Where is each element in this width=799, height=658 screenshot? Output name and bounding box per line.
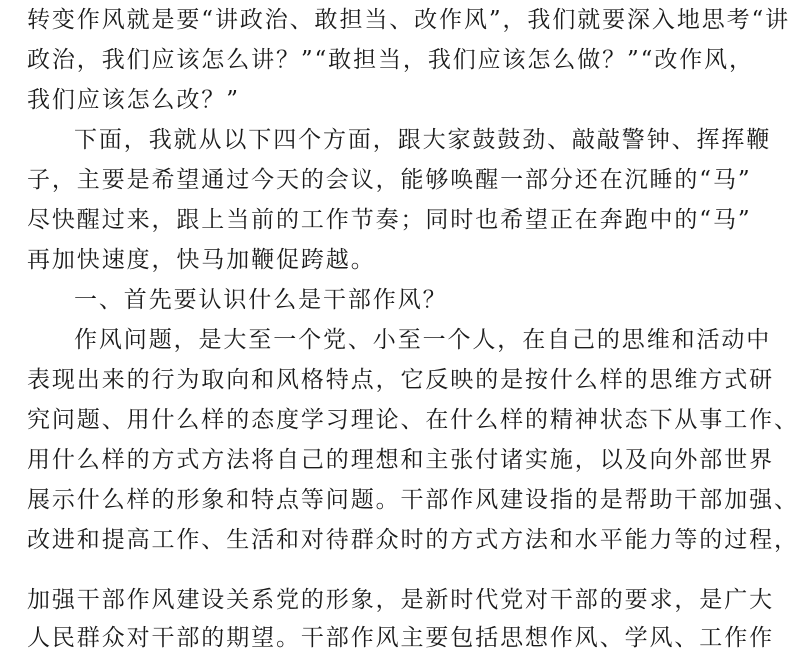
text-line-3: 我们应该怎么改？” <box>27 87 240 113</box>
text-line-14: 改进和提高工作、生活和对待群众时的方式方法和水平能力等的过程， <box>27 527 799 553</box>
text-line-16: 人民群众对干部的期望。干部作风主要包括思想作风、学风、工作作 <box>27 625 774 651</box>
text-line-12: 用什么样的方式方法将自己的理想和主张付诸实施，以及向外部世界 <box>27 447 774 473</box>
text-line-2: 政治，我们应该怎么讲？”“敢担当，我们应该怎么做？”“改作风， <box>27 47 754 73</box>
text-line-7: 再加快速度，快马加鞭促跨越。 <box>27 247 376 273</box>
text-line-10: 表现出来的行为取向和风格特点，它反映的是按什么样的思维方式研 <box>27 367 774 393</box>
text-line-1: 转变作风就是要“讲政治、敢担当、改作风”，我们就要深入地思考“讲 <box>27 7 791 33</box>
text-line-5: 子，主要是希望通过今天的会议，能够唤醒一部分还在沉睡的“马” <box>27 167 752 193</box>
text-line-15: 加强干部作风建设关系党的形象，是新时代党对干部的要求，是广大 <box>27 587 774 613</box>
text-line-4: 下面，我就从以下四个方面，跟大家鼓鼓劲、敲敲警钟、挥挥鞭 <box>74 127 772 153</box>
text-line-6: 尽快醒过来，跟上当前的工作节奏；同时也希望正在奔跑中的“马” <box>27 207 752 233</box>
section-heading: 一、首先要认识什么是干部作风？ <box>74 287 448 313</box>
text-line-9: 作风问题，是大至一个党、小至一个人，在自己的思维和活动中 <box>74 327 772 353</box>
text-line-13: 展示什么样的形象和特点等问题。干部作风建设指的是帮助干部加强、 <box>27 487 799 513</box>
text-line-11: 究问题、用什么样的态度学习理论、在什么样的精神状态下从事工作、 <box>27 407 799 433</box>
